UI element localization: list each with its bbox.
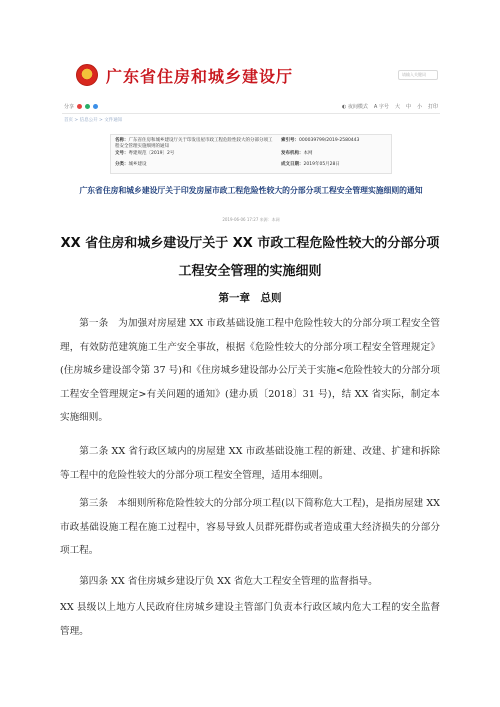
wechat-icon[interactable] — [85, 104, 90, 109]
paragraph-article-1: 第一条 为加强对房屋建 XX 市政基础设施工程中危险性较大的分部分项工程安全管理，有效防范建筑施工生产安全事故，根据《危险性较大的分部分项工程安全管理规定》(住房城乡建设部令第 37 号)和《住房城乡建设部办公厅关于实施<危险性较大的分部分项工程安全管理规定>有关问题的通知》(建办质〔2018〕31 号)，结 XX 省实际，制定本实施细则。 — [60, 318, 440, 423]
search-input[interactable]: 请输入关键词 — [398, 70, 438, 80]
document-title: 广东省住房和城乡建设厅关于印发房屋市政工程危险性较大的分部分项工程安全管理实施细则的通知 — [79, 186, 423, 195]
print-button[interactable]: 打印 — [427, 104, 438, 110]
font-large-button[interactable]: 大 — [394, 104, 400, 110]
font-size-label: A 字号 — [373, 104, 389, 110]
paragraph-article-4-continued: XX 县级以上地方人民政府住房城乡建设主管部门负责本行政区域内危大工程的安全监督管理。 — [60, 602, 440, 637]
publish-info: 2019-06-06 17:27 来源：本网 — [222, 217, 280, 222]
meta-name: 名称：广东省住房和城乡建设厅关于印发房屋市政工程危险性较大的分部分项工程安全管理实施细则的通知 — [115, 138, 273, 149]
paragraph-article-3: 第三条 本细则所称危险性较大的分部分项工程(以下简称危大工程)，是指房屋建 XX 市政基础设施工程在施工过程中，容易导致人员群死群伤或者造成重大经济损失的分部分项工程。 — [60, 498, 440, 556]
site-header — [76, 62, 293, 88]
font-small-button[interactable]: 小 — [416, 104, 422, 110]
share-label: 分享 — [64, 104, 75, 110]
tool-group — [342, 103, 438, 110]
chapter-heading: 第一章 总则 — [218, 292, 282, 304]
article-heading: XX 省住房和城乡建设厅关于 XX 市政工程危险性较大的分部分项工程安全管理的实施细则 — [60, 236, 440, 279]
meta-category: 分类：城乡建设 — [115, 162, 147, 167]
site-title: 广东省住房和城乡建设厅 — [106, 66, 294, 86]
breadcrumb[interactable]: 首页 > 信息公开 > 文件通知 — [64, 118, 123, 123]
weibo-icon[interactable] — [77, 104, 82, 109]
font-medium-button[interactable]: 中 — [405, 104, 411, 110]
night-mode-button[interactable]: ◐ 夜间模式 — [341, 104, 368, 110]
share-group — [64, 103, 98, 110]
meta-date: 成文日期：2019年05月28日 — [281, 162, 340, 167]
paragraph-article-4: 第四条 XX 省住房城乡建设厅负 XX 省危大工程安全管理的监督指导。 — [79, 576, 378, 587]
paragraph-article-2: 第二条 XX 省行政区域内的房屋建 XX 市政基础设施工程的新建、改建、扩建和拆除等工程中的危险性较大的分部分项工程安全管理，适用本细则。 — [60, 446, 440, 481]
meta-code: 索引号：000039799/2019-2580443 — [281, 138, 360, 143]
document-meta-box — [110, 134, 392, 174]
meta-number: 文号：粤建规范〔2019〕2号 — [115, 151, 175, 156]
qzone-icon[interactable] — [93, 104, 98, 109]
embedded-screenshot — [62, 50, 440, 230]
article-toolbar — [62, 100, 440, 114]
meta-org: 发布机构：本网 — [281, 151, 313, 156]
national-emblem-icon — [76, 64, 98, 86]
